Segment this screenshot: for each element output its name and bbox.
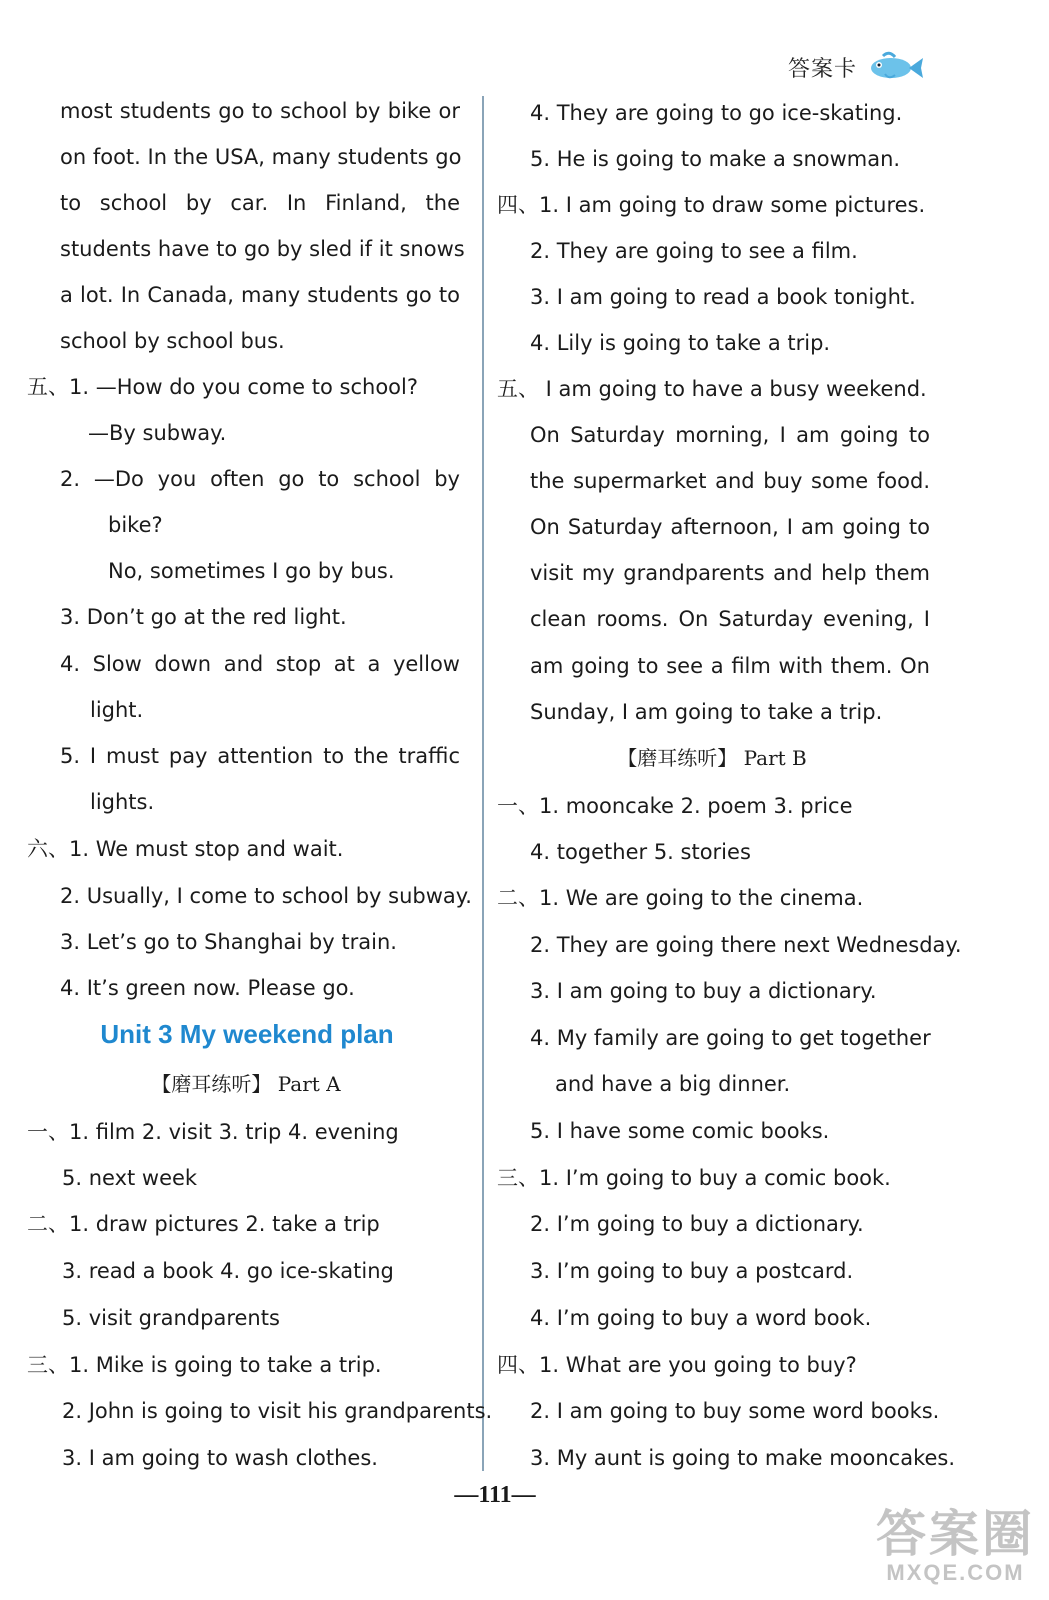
text-line: 4. Slow down and stop at a yellow (60, 652, 460, 676)
watermark-domain: MXQE.COM (886, 1560, 1025, 1585)
cartoon-fish-icon (863, 50, 925, 84)
text-line: and have a big dinner. (555, 1072, 791, 1096)
question-line: 一、1. mooncake 2. poem 3. price (497, 794, 853, 818)
text-line: 3. I am going to buy a dictionary. (530, 979, 877, 1003)
question-line: 四、1. What are you going to buy? (497, 1353, 857, 1377)
text-line: 4. Lily is going to take a trip. (530, 331, 831, 355)
question-line: 三、1. Mike is going to take a trip. (27, 1353, 382, 1377)
section-heading: 【磨耳练听】 Part A (151, 1072, 341, 1096)
text-line: 5. next week (62, 1166, 198, 1190)
text-line: 3. Let’s go to Shanghai by train. (60, 930, 397, 954)
text-line: On Saturday morning, I am going to (530, 423, 930, 447)
text-line: students have to go by sled if it snows (60, 237, 465, 261)
text-line: the supermarket and buy some food. (530, 469, 930, 493)
text-line: clean rooms. On Saturday evening, I (530, 607, 930, 631)
question-line: 四、1. I am going to draw some pictures. (497, 193, 926, 217)
site-watermark (876, 1508, 1035, 1586)
unit-heading: Unit 3 My weekend plan (100, 1019, 394, 1049)
text-line: 3. I’m going to buy a postcard. (530, 1259, 854, 1283)
question-line: 六、1. We must stop and wait. (27, 837, 344, 861)
text-line: most students go to school by bike or (60, 99, 460, 123)
text-line: 2. Usually, I come to school by subway. (60, 884, 472, 908)
text-line: 2. They are going to see a film. (530, 239, 858, 263)
text-line: to school by car. In Finland, the (60, 191, 460, 215)
question-line: 一、1. film 2. visit 3. trip 4. evening (27, 1120, 399, 1144)
text-line: 2. —Do you often go to school by (60, 467, 460, 491)
text-line: 5. I must pay attention to the traffic (60, 744, 460, 768)
text-line: 2. They are going there next Wednesday. (530, 933, 962, 957)
text-line: —By subway. (88, 421, 227, 445)
text-line: visit my grandparents and help them (530, 561, 930, 585)
text-line: 3. My aunt is going to make mooncakes. (530, 1446, 956, 1470)
text-line: 4. It’s green now. Please go. (60, 976, 355, 1000)
text-line: 4. I’m going to buy a word book. (530, 1306, 872, 1330)
text-line: a lot. In Canada, many students go to (60, 283, 460, 307)
text-line: 3. I am going to read a book tonight. (530, 285, 916, 309)
text-line: 4. They are going to go ice-skating. (530, 101, 903, 125)
text-line: 4. together 5. stories (530, 840, 751, 864)
text-line: 5. visit grandparents (62, 1306, 280, 1330)
text-line: am going to see a film with them. On (530, 654, 930, 678)
text-line: No, sometimes I go by bus. (108, 559, 395, 583)
section-heading: 【磨耳练听】 Part B (617, 746, 807, 770)
text-line: lights. (90, 790, 155, 814)
text-line: on foot. In the USA, many students go (60, 145, 462, 169)
column-divider (482, 96, 484, 1471)
question-line: 二、1. We are going to the cinema. (497, 886, 864, 910)
page-number: —111— (454, 1482, 536, 1508)
question-line: 二、1. draw pictures 2. take a trip (27, 1212, 380, 1236)
text-line: light. (90, 698, 144, 722)
text-line: 2. I am going to buy some word books. (530, 1399, 940, 1423)
text-line: Sunday, I am going to take a trip. (530, 700, 883, 724)
text-line: On Saturday afternoon, I am going to (530, 515, 930, 539)
text-line: 2. John is going to visit his grandparents. (62, 1399, 493, 1423)
question-line: 五、1. —How do you come to school? (27, 375, 418, 399)
text-line: 4. My family are going to get together (530, 1026, 931, 1050)
text-line: 5. I have some comic books. (530, 1119, 830, 1143)
question-line: 五、 I am going to have a busy weekend. (497, 377, 927, 401)
badge-label: 答案卡 (788, 56, 858, 82)
question-line: 三、1. I’m going to buy a comic book. (497, 1166, 891, 1190)
text-line: 2. I’m going to buy a dictionary. (530, 1212, 864, 1236)
text-line: 3. read a book 4. go ice-skating (62, 1259, 394, 1283)
text-line: 5. He is going to make a snowman. (530, 147, 901, 171)
answer-card-badge (788, 50, 925, 84)
text-line: 3. I am going to wash clothes. (62, 1446, 378, 1470)
text-line: school by school bus. (60, 329, 285, 353)
text-line: bike? (108, 513, 163, 537)
watermark-logo-text: 答案圈 (876, 1506, 1035, 1562)
text-line: 3. Don’t go at the red light. (60, 605, 347, 629)
